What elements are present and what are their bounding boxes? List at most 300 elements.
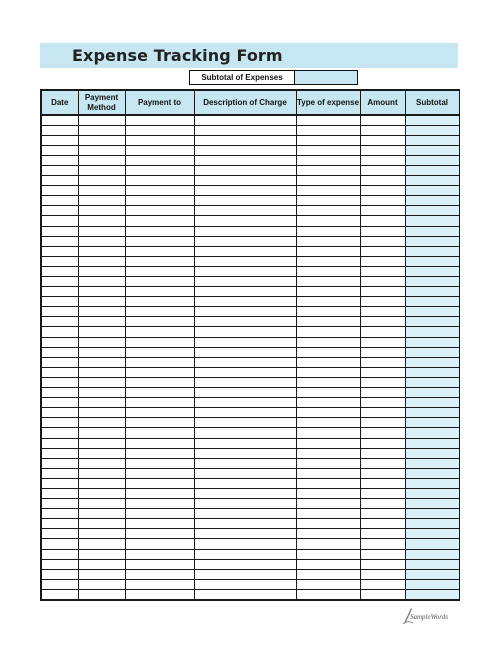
subtotal-value-field[interactable] [295, 71, 357, 84]
type-cell[interactable] [296, 256, 360, 266]
type-cell[interactable] [296, 307, 360, 317]
payment-to-cell[interactable] [125, 488, 194, 498]
payment-method-cell[interactable] [78, 327, 125, 337]
description-cell[interactable] [194, 327, 296, 337]
date-cell[interactable] [41, 458, 78, 468]
description-cell[interactable] [194, 458, 296, 468]
amount-cell[interactable] [360, 125, 405, 135]
subtotal-cell[interactable] [405, 398, 459, 408]
payment-method-cell[interactable] [78, 307, 125, 317]
date-cell[interactable] [41, 125, 78, 135]
amount-cell[interactable] [360, 155, 405, 165]
description-cell[interactable] [194, 125, 296, 135]
payment-method-cell[interactable] [78, 317, 125, 327]
payment-to-cell[interactable] [125, 438, 194, 448]
payment-to-cell[interactable] [125, 317, 194, 327]
payment-method-cell[interactable] [78, 408, 125, 418]
payment-method-cell[interactable] [78, 438, 125, 448]
type-cell[interactable] [296, 408, 360, 418]
date-cell[interactable] [41, 246, 78, 256]
date-cell[interactable] [41, 186, 78, 196]
payment-method-cell[interactable] [78, 529, 125, 539]
subtotal-cell[interactable] [405, 499, 459, 509]
payment-to-cell[interactable] [125, 559, 194, 569]
amount-cell[interactable] [360, 256, 405, 266]
payment-method-cell[interactable] [78, 226, 125, 236]
subtotal-cell[interactable] [405, 549, 459, 559]
description-cell[interactable] [194, 176, 296, 186]
type-cell[interactable] [296, 499, 360, 509]
subtotal-cell[interactable] [405, 115, 459, 125]
subtotal-cell[interactable] [405, 266, 459, 276]
payment-method-cell[interactable] [78, 115, 125, 125]
date-cell[interactable] [41, 266, 78, 276]
subtotal-cell[interactable] [405, 307, 459, 317]
type-cell[interactable] [296, 357, 360, 367]
type-cell[interactable] [296, 196, 360, 206]
payment-method-cell[interactable] [78, 579, 125, 589]
date-cell[interactable] [41, 549, 78, 559]
payment-method-cell[interactable] [78, 428, 125, 438]
payment-to-cell[interactable] [125, 347, 194, 357]
payment-method-cell[interactable] [78, 236, 125, 246]
date-cell[interactable] [41, 287, 78, 297]
payment-method-cell[interactable] [78, 509, 125, 519]
date-cell[interactable] [41, 226, 78, 236]
amount-cell[interactable] [360, 307, 405, 317]
payment-to-cell[interactable] [125, 418, 194, 428]
description-cell[interactable] [194, 135, 296, 145]
date-cell[interactable] [41, 377, 78, 387]
date-cell[interactable] [41, 317, 78, 327]
payment-to-cell[interactable] [125, 307, 194, 317]
description-cell[interactable] [194, 418, 296, 428]
amount-cell[interactable] [360, 317, 405, 327]
subtotal-cell[interactable] [405, 458, 459, 468]
payment-to-cell[interactable] [125, 125, 194, 135]
payment-method-cell[interactable] [78, 266, 125, 276]
date-cell[interactable] [41, 297, 78, 307]
description-cell[interactable] [194, 155, 296, 165]
description-cell[interactable] [194, 246, 296, 256]
payment-method-cell[interactable] [78, 418, 125, 428]
type-cell[interactable] [296, 125, 360, 135]
date-cell[interactable] [41, 559, 78, 569]
description-cell[interactable] [194, 488, 296, 498]
type-cell[interactable] [296, 579, 360, 589]
type-cell[interactable] [296, 569, 360, 579]
payment-to-cell[interactable] [125, 499, 194, 509]
subtotal-cell[interactable] [405, 206, 459, 216]
payment-method-cell[interactable] [78, 125, 125, 135]
amount-cell[interactable] [360, 357, 405, 367]
payment-to-cell[interactable] [125, 478, 194, 488]
type-cell[interactable] [296, 317, 360, 327]
subtotal-cell[interactable] [405, 256, 459, 266]
payment-to-cell[interactable] [125, 287, 194, 297]
payment-method-cell[interactable] [78, 549, 125, 559]
description-cell[interactable] [194, 115, 296, 125]
type-cell[interactable] [296, 186, 360, 196]
payment-to-cell[interactable] [125, 539, 194, 549]
payment-method-cell[interactable] [78, 488, 125, 498]
type-cell[interactable] [296, 216, 360, 226]
amount-cell[interactable] [360, 488, 405, 498]
type-cell[interactable] [296, 115, 360, 125]
type-cell[interactable] [296, 236, 360, 246]
description-cell[interactable] [194, 317, 296, 327]
amount-cell[interactable] [360, 337, 405, 347]
amount-cell[interactable] [360, 186, 405, 196]
description-cell[interactable] [194, 236, 296, 246]
type-cell[interactable] [296, 589, 360, 599]
type-cell[interactable] [296, 559, 360, 569]
amount-cell[interactable] [360, 398, 405, 408]
subtotal-cell[interactable] [405, 216, 459, 226]
description-cell[interactable] [194, 186, 296, 196]
payment-to-cell[interactable] [125, 115, 194, 125]
description-cell[interactable] [194, 448, 296, 458]
payment-to-cell[interactable] [125, 549, 194, 559]
description-cell[interactable] [194, 589, 296, 599]
subtotal-cell[interactable] [405, 135, 459, 145]
date-cell[interactable] [41, 589, 78, 599]
payment-method-cell[interactable] [78, 246, 125, 256]
payment-to-cell[interactable] [125, 367, 194, 377]
amount-cell[interactable] [360, 135, 405, 145]
description-cell[interactable] [194, 277, 296, 287]
payment-method-cell[interactable] [78, 176, 125, 186]
description-cell[interactable] [194, 206, 296, 216]
payment-to-cell[interactable] [125, 448, 194, 458]
amount-cell[interactable] [360, 115, 405, 125]
payment-method-cell[interactable] [78, 337, 125, 347]
type-cell[interactable] [296, 226, 360, 236]
subtotal-cell[interactable] [405, 317, 459, 327]
type-cell[interactable] [296, 347, 360, 357]
subtotal-cell[interactable] [405, 408, 459, 418]
date-cell[interactable] [41, 438, 78, 448]
description-cell[interactable] [194, 468, 296, 478]
amount-cell[interactable] [360, 579, 405, 589]
payment-method-cell[interactable] [78, 468, 125, 478]
date-cell[interactable] [41, 165, 78, 175]
amount-cell[interactable] [360, 418, 405, 428]
payment-method-cell[interactable] [78, 539, 125, 549]
payment-method-cell[interactable] [78, 448, 125, 458]
amount-cell[interactable] [360, 458, 405, 468]
description-cell[interactable] [194, 478, 296, 488]
type-cell[interactable] [296, 478, 360, 488]
payment-to-cell[interactable] [125, 398, 194, 408]
type-cell[interactable] [296, 287, 360, 297]
date-cell[interactable] [41, 347, 78, 357]
description-cell[interactable] [194, 357, 296, 367]
amount-cell[interactable] [360, 428, 405, 438]
payment-method-cell[interactable] [78, 499, 125, 509]
subtotal-cell[interactable] [405, 176, 459, 186]
type-cell[interactable] [296, 297, 360, 307]
payment-to-cell[interactable] [125, 428, 194, 438]
payment-method-cell[interactable] [78, 388, 125, 398]
date-cell[interactable] [41, 448, 78, 458]
subtotal-cell[interactable] [405, 509, 459, 519]
date-cell[interactable] [41, 478, 78, 488]
type-cell[interactable] [296, 246, 360, 256]
payment-method-cell[interactable] [78, 367, 125, 377]
subtotal-cell[interactable] [405, 287, 459, 297]
amount-cell[interactable] [360, 438, 405, 448]
description-cell[interactable] [194, 347, 296, 357]
description-cell[interactable] [194, 307, 296, 317]
subtotal-cell[interactable] [405, 277, 459, 287]
subtotal-cell[interactable] [405, 246, 459, 256]
payment-to-cell[interactable] [125, 337, 194, 347]
payment-to-cell[interactable] [125, 388, 194, 398]
subtotal-cell[interactable] [405, 155, 459, 165]
type-cell[interactable] [296, 488, 360, 498]
subtotal-cell[interactable] [405, 418, 459, 428]
amount-cell[interactable] [360, 367, 405, 377]
description-cell[interactable] [194, 165, 296, 175]
description-cell[interactable] [194, 367, 296, 377]
amount-cell[interactable] [360, 559, 405, 569]
payment-to-cell[interactable] [125, 377, 194, 387]
subtotal-cell[interactable] [405, 478, 459, 488]
date-cell[interactable] [41, 539, 78, 549]
date-cell[interactable] [41, 519, 78, 529]
payment-method-cell[interactable] [78, 196, 125, 206]
date-cell[interactable] [41, 216, 78, 226]
type-cell[interactable] [296, 509, 360, 519]
subtotal-cell[interactable] [405, 125, 459, 135]
payment-method-cell[interactable] [78, 559, 125, 569]
date-cell[interactable] [41, 155, 78, 165]
payment-to-cell[interactable] [125, 186, 194, 196]
description-cell[interactable] [194, 579, 296, 589]
date-cell[interactable] [41, 135, 78, 145]
date-cell[interactable] [41, 327, 78, 337]
amount-cell[interactable] [360, 287, 405, 297]
payment-to-cell[interactable] [125, 297, 194, 307]
payment-method-cell[interactable] [78, 155, 125, 165]
date-cell[interactable] [41, 367, 78, 377]
description-cell[interactable] [194, 549, 296, 559]
amount-cell[interactable] [360, 509, 405, 519]
payment-to-cell[interactable] [125, 256, 194, 266]
date-cell[interactable] [41, 408, 78, 418]
subtotal-cell[interactable] [405, 337, 459, 347]
payment-to-cell[interactable] [125, 216, 194, 226]
subtotal-cell[interactable] [405, 569, 459, 579]
type-cell[interactable] [296, 176, 360, 186]
date-cell[interactable] [41, 236, 78, 246]
type-cell[interactable] [296, 135, 360, 145]
subtotal-cell[interactable] [405, 145, 459, 155]
type-cell[interactable] [296, 549, 360, 559]
description-cell[interactable] [194, 529, 296, 539]
payment-method-cell[interactable] [78, 145, 125, 155]
amount-cell[interactable] [360, 206, 405, 216]
amount-cell[interactable] [360, 327, 405, 337]
payment-method-cell[interactable] [78, 186, 125, 196]
date-cell[interactable] [41, 277, 78, 287]
type-cell[interactable] [296, 458, 360, 468]
payment-method-cell[interactable] [78, 398, 125, 408]
payment-method-cell[interactable] [78, 216, 125, 226]
payment-method-cell[interactable] [78, 165, 125, 175]
amount-cell[interactable] [360, 246, 405, 256]
payment-to-cell[interactable] [125, 458, 194, 468]
subtotal-cell[interactable] [405, 559, 459, 569]
type-cell[interactable] [296, 448, 360, 458]
date-cell[interactable] [41, 509, 78, 519]
payment-to-cell[interactable] [125, 579, 194, 589]
type-cell[interactable] [296, 155, 360, 165]
date-cell[interactable] [41, 488, 78, 498]
subtotal-cell[interactable] [405, 165, 459, 175]
subtotal-cell[interactable] [405, 388, 459, 398]
type-cell[interactable] [296, 428, 360, 438]
type-cell[interactable] [296, 388, 360, 398]
payment-method-cell[interactable] [78, 357, 125, 367]
date-cell[interactable] [41, 176, 78, 186]
payment-method-cell[interactable] [78, 256, 125, 266]
payment-to-cell[interactable] [125, 145, 194, 155]
type-cell[interactable] [296, 418, 360, 428]
payment-to-cell[interactable] [125, 165, 194, 175]
description-cell[interactable] [194, 509, 296, 519]
description-cell[interactable] [194, 438, 296, 448]
description-cell[interactable] [194, 569, 296, 579]
payment-method-cell[interactable] [78, 569, 125, 579]
payment-to-cell[interactable] [125, 226, 194, 236]
payment-to-cell[interactable] [125, 408, 194, 418]
payment-to-cell[interactable] [125, 357, 194, 367]
subtotal-cell[interactable] [405, 377, 459, 387]
amount-cell[interactable] [360, 196, 405, 206]
subtotal-cell[interactable] [405, 236, 459, 246]
type-cell[interactable] [296, 327, 360, 337]
date-cell[interactable] [41, 337, 78, 347]
type-cell[interactable] [296, 277, 360, 287]
payment-method-cell[interactable] [78, 297, 125, 307]
payment-to-cell[interactable] [125, 327, 194, 337]
description-cell[interactable] [194, 428, 296, 438]
type-cell[interactable] [296, 206, 360, 216]
description-cell[interactable] [194, 519, 296, 529]
type-cell[interactable] [296, 337, 360, 347]
type-cell[interactable] [296, 145, 360, 155]
description-cell[interactable] [194, 388, 296, 398]
date-cell[interactable] [41, 115, 78, 125]
payment-to-cell[interactable] [125, 589, 194, 599]
description-cell[interactable] [194, 196, 296, 206]
subtotal-cell[interactable] [405, 357, 459, 367]
payment-to-cell[interactable] [125, 468, 194, 478]
type-cell[interactable] [296, 398, 360, 408]
payment-to-cell[interactable] [125, 206, 194, 216]
amount-cell[interactable] [360, 236, 405, 246]
date-cell[interactable] [41, 529, 78, 539]
type-cell[interactable] [296, 529, 360, 539]
date-cell[interactable] [41, 388, 78, 398]
description-cell[interactable] [194, 256, 296, 266]
description-cell[interactable] [194, 216, 296, 226]
payment-method-cell[interactable] [78, 135, 125, 145]
subtotal-cell[interactable] [405, 589, 459, 599]
date-cell[interactable] [41, 428, 78, 438]
amount-cell[interactable] [360, 448, 405, 458]
payment-to-cell[interactable] [125, 135, 194, 145]
amount-cell[interactable] [360, 468, 405, 478]
description-cell[interactable] [194, 377, 296, 387]
amount-cell[interactable] [360, 226, 405, 236]
description-cell[interactable] [194, 337, 296, 347]
amount-cell[interactable] [360, 529, 405, 539]
subtotal-cell[interactable] [405, 579, 459, 589]
amount-cell[interactable] [360, 478, 405, 488]
description-cell[interactable] [194, 539, 296, 549]
amount-cell[interactable] [360, 377, 405, 387]
type-cell[interactable] [296, 266, 360, 276]
date-cell[interactable] [41, 418, 78, 428]
payment-to-cell[interactable] [125, 277, 194, 287]
payment-to-cell[interactable] [125, 176, 194, 186]
payment-method-cell[interactable] [78, 206, 125, 216]
subtotal-cell[interactable] [405, 539, 459, 549]
amount-cell[interactable] [360, 569, 405, 579]
description-cell[interactable] [194, 226, 296, 236]
payment-to-cell[interactable] [125, 266, 194, 276]
payment-to-cell[interactable] [125, 196, 194, 206]
payment-method-cell[interactable] [78, 478, 125, 488]
amount-cell[interactable] [360, 347, 405, 357]
date-cell[interactable] [41, 256, 78, 266]
subtotal-cell[interactable] [405, 186, 459, 196]
subtotal-cell[interactable] [405, 327, 459, 337]
payment-method-cell[interactable] [78, 287, 125, 297]
subtotal-cell[interactable] [405, 519, 459, 529]
payment-to-cell[interactable] [125, 236, 194, 246]
amount-cell[interactable] [360, 176, 405, 186]
payment-to-cell[interactable] [125, 529, 194, 539]
payment-method-cell[interactable] [78, 347, 125, 357]
payment-to-cell[interactable] [125, 509, 194, 519]
type-cell[interactable] [296, 539, 360, 549]
amount-cell[interactable] [360, 277, 405, 287]
amount-cell[interactable] [360, 145, 405, 155]
amount-cell[interactable] [360, 388, 405, 398]
date-cell[interactable] [41, 206, 78, 216]
subtotal-cell[interactable] [405, 529, 459, 539]
date-cell[interactable] [41, 499, 78, 509]
type-cell[interactable] [296, 165, 360, 175]
description-cell[interactable] [194, 266, 296, 276]
date-cell[interactable] [41, 569, 78, 579]
payment-method-cell[interactable] [78, 589, 125, 599]
subtotal-cell[interactable] [405, 448, 459, 458]
description-cell[interactable] [194, 559, 296, 569]
description-cell[interactable] [194, 145, 296, 155]
amount-cell[interactable] [360, 549, 405, 559]
description-cell[interactable] [194, 297, 296, 307]
date-cell[interactable] [41, 307, 78, 317]
date-cell[interactable] [41, 579, 78, 589]
type-cell[interactable] [296, 438, 360, 448]
subtotal-cell[interactable] [405, 196, 459, 206]
description-cell[interactable] [194, 287, 296, 297]
